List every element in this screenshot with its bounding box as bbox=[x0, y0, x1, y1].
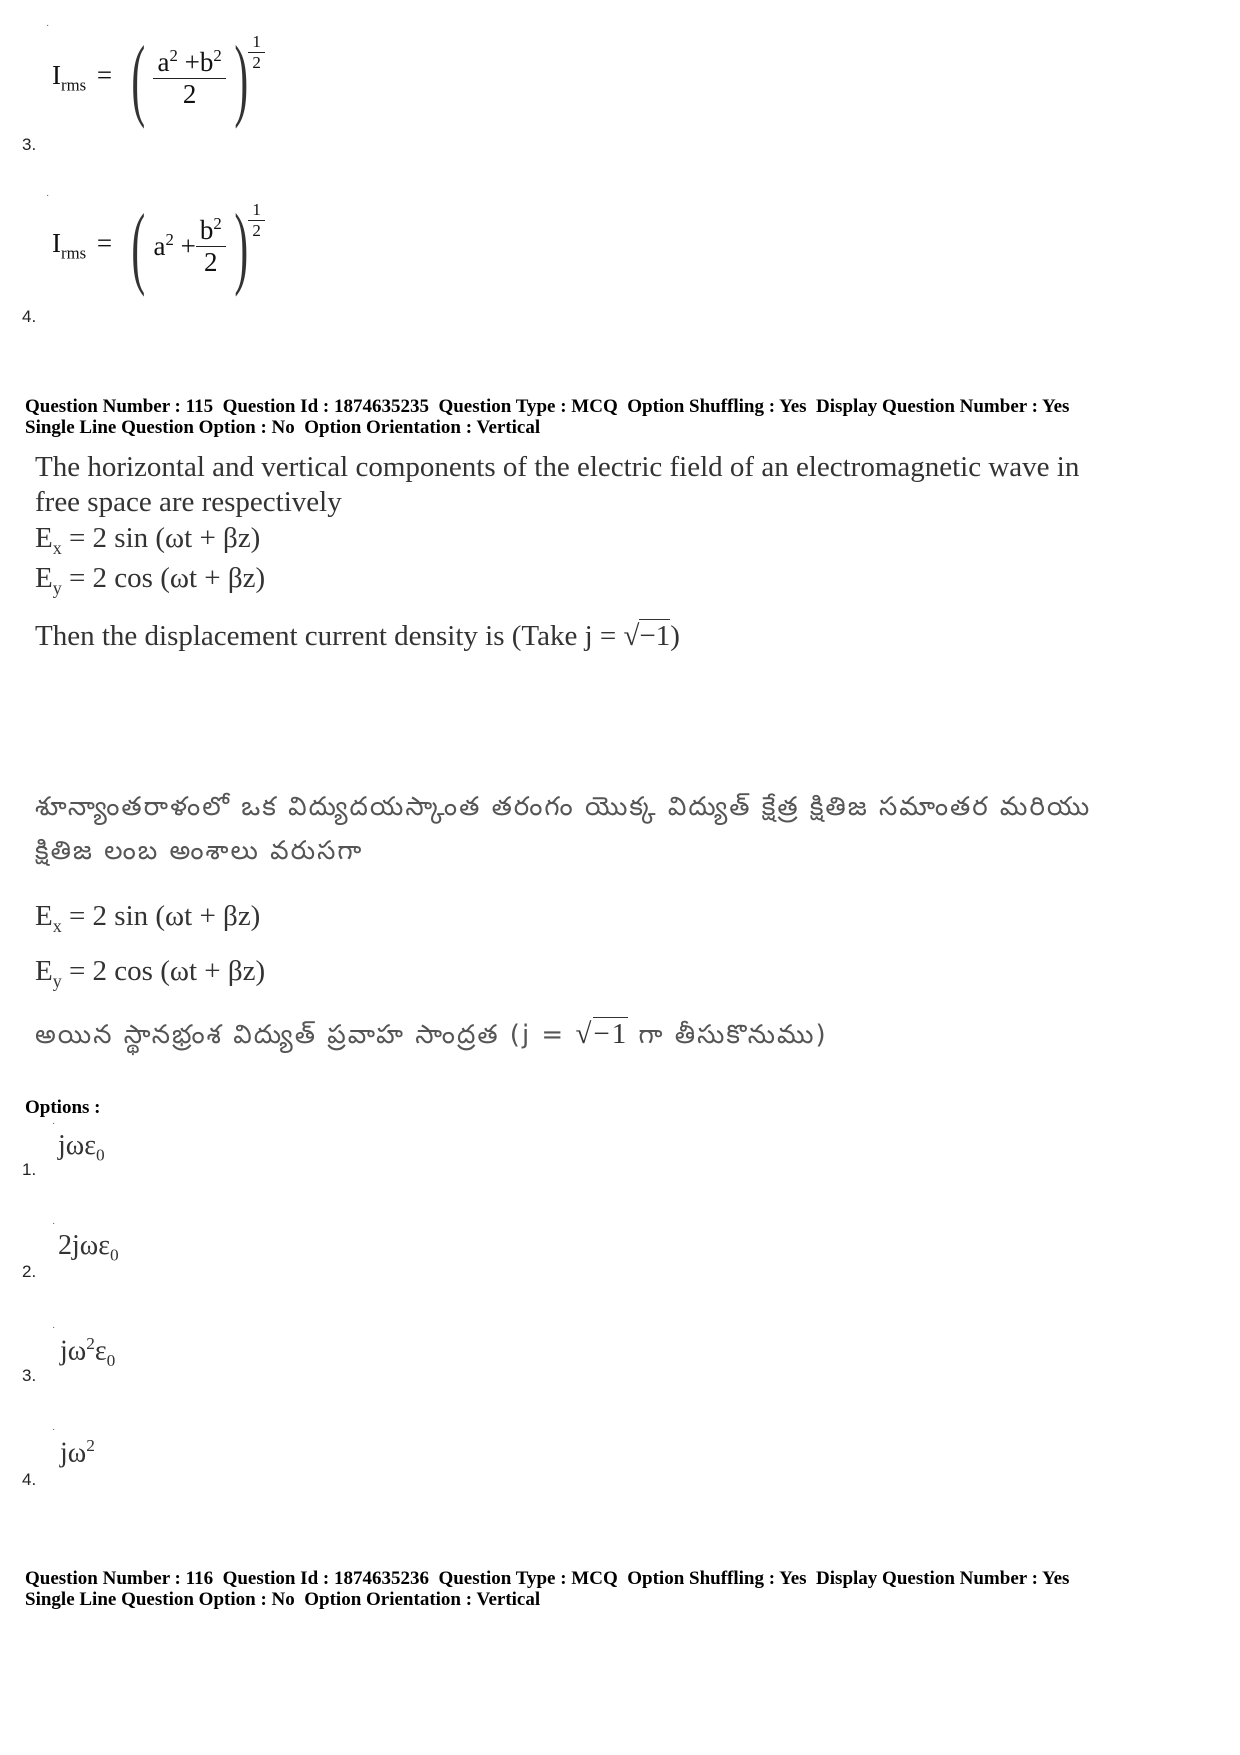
question-115-meta-line-2: Single Line Question Option : No Option Orientation : Vertical bbox=[25, 417, 541, 438]
option-1-formula: jωε$_0$ bbox=[58, 1130, 105, 1165]
question-115-meta-line-1: Question Number : 115 Question Id : 1874635235 Question Type : MCQ Option Shuffling : Yes Display Question Number : Yes bbox=[25, 396, 1070, 417]
option-3-formula: $j\omega^2\varepsilon_0$ bbox=[60, 1334, 116, 1370]
question-115-then-telugu: అయిన స్థానభ్రంశ విద్యుత్ ప్రవాహ సాంద్రత (j = √−1 గా తీసుకొనుము) bbox=[35, 1018, 828, 1050]
image-marker-dot: · bbox=[52, 1322, 56, 1333]
question-116-meta-line-1: Question Number : 116 Question Id : 1874635236 Question Type : MCQ Option Shuffling : Yes Display Question Number : Yes bbox=[25, 1568, 1070, 1589]
options-label: Options : bbox=[25, 1097, 101, 1118]
option-3-number: 3. bbox=[22, 1366, 37, 1385]
question-115-ex-equation-telugu: $E_x = 2$ sin (ωt + βz) bbox=[35, 900, 261, 936]
image-marker-dot: · bbox=[46, 20, 50, 31]
question-115-ey-equation: $E_y = 2$ cos (ωt + βz) bbox=[35, 562, 266, 598]
option-4-number: 4. bbox=[22, 1470, 37, 1489]
question-116-meta-line-2: Single Line Question Option : No Option Orientation : Vertical bbox=[25, 1589, 541, 1610]
option-2-number: 2. bbox=[22, 1262, 37, 1281]
question-115-ex-equation: $E_x = 2$ sin (ωt + βz) bbox=[35, 522, 261, 558]
question-115-then-english: Then the displacement current density is (Take j = √−1) bbox=[35, 620, 680, 652]
question-115-text-telugu-line-2: క్షితిజ లంబ అంశాలు వరుసగా bbox=[35, 836, 364, 866]
option-3-formula: $I_{rms}$ = ( $\frac{a^2 +b^2}{2}$ ) $\frac{1}{2}$ bbox=[52, 32, 265, 152]
question-115-text-english: The horizontal and vertical components of the electric field of an electromagnetic wave in free space are respectively bbox=[35, 451, 1080, 518]
question-115-text-telugu-line-1: శూన్యాంతరాళంలో ఒక విద్యుదయస్కాంత తరంగం యొక్క విద్యుత్ క్షేత్ర క్షితిజ సమాంతర మరియు bbox=[35, 792, 1092, 822]
option-4-number: 4. bbox=[22, 307, 37, 326]
image-marker-dot: · bbox=[52, 1218, 56, 1229]
image-marker-dot: · bbox=[52, 1118, 56, 1129]
option-3-number: 3. bbox=[22, 135, 37, 154]
option-2-formula: 2jωε$_0$ bbox=[58, 1230, 119, 1265]
option-1-number: 1. bbox=[22, 1160, 37, 1179]
question-115-ey-equation-telugu: $E_y = 2$ cos (ωt + βz) bbox=[35, 955, 266, 991]
option-4-formula: $j\omega^2$ bbox=[60, 1436, 95, 1469]
option-4-formula: $I_{rms}$ = ( $a^2$ + $\frac{b^2}{2}$ ) $\frac{1}{2}$ bbox=[52, 200, 265, 320]
image-marker-dot: · bbox=[52, 1424, 56, 1435]
image-marker-dot: · bbox=[46, 190, 50, 201]
